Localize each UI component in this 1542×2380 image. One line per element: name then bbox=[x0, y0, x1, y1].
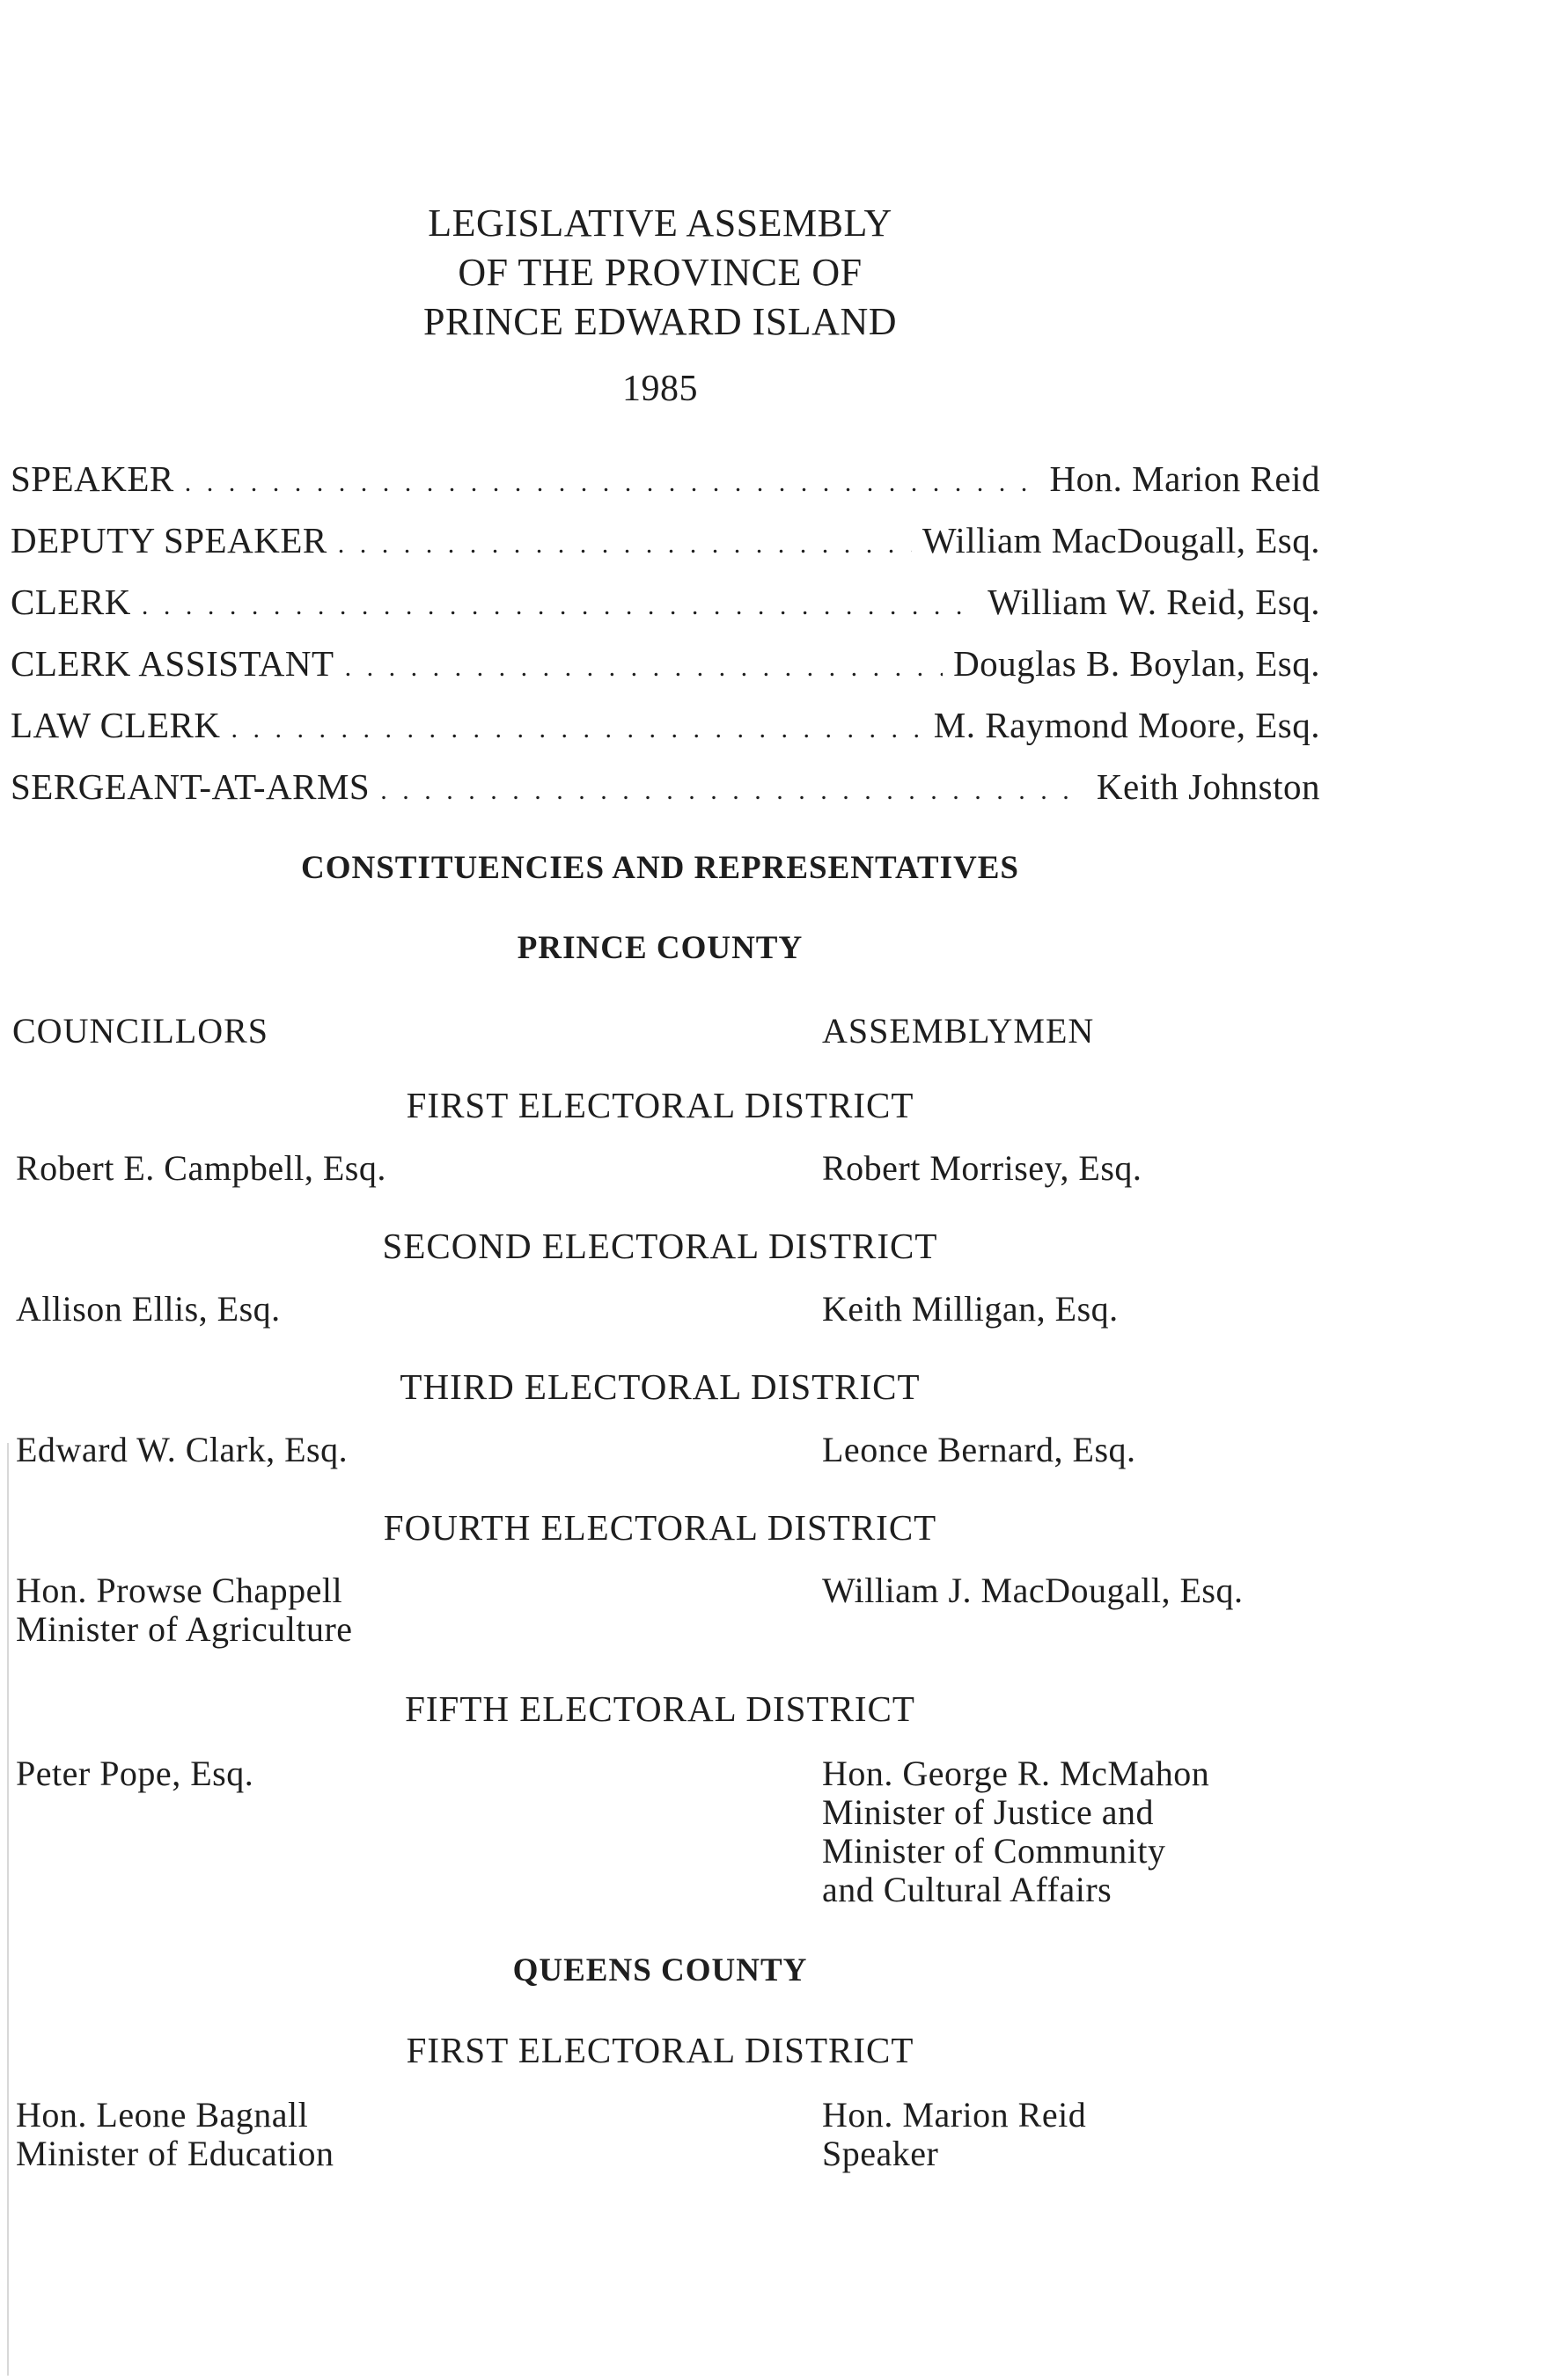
district-heading: FIFTH ELECTORAL DISTRICT bbox=[405, 1688, 915, 1729]
assemblyman-entry bbox=[822, 1149, 1142, 1188]
councillor-name: Allison Ellis, Esq. bbox=[16, 1289, 281, 1329]
assemblyman-entry bbox=[822, 1571, 1243, 1610]
county-heading-prince: PRINCE COUNTY bbox=[517, 930, 804, 966]
councillor-entry bbox=[16, 2096, 334, 2173]
councillor-name: Hon. Prowse Chappell bbox=[16, 1571, 343, 1610]
officer-holder: William MacDougall, Esq. bbox=[922, 520, 1320, 560]
officer-row bbox=[11, 458, 1320, 519]
officer-holder: Douglas B. Boylan, Esq. bbox=[953, 643, 1320, 684]
assemblyman-role: Minister of Justice and bbox=[822, 1792, 1154, 1832]
officer-title: SERGEANT-AT-ARMS bbox=[11, 766, 371, 807]
assemblyman-role: Minister of Community bbox=[822, 1831, 1166, 1871]
officer-holder: Hon. Marion Reid bbox=[1049, 458, 1320, 499]
assembly-title-line-3: PRINCE EDWARD ISLAND bbox=[423, 300, 897, 343]
councillor-entry bbox=[16, 1290, 281, 1329]
assemblyman-name: William J. MacDougall, Esq. bbox=[822, 1571, 1244, 1610]
officer-row bbox=[11, 519, 1320, 581]
officer-title: DEPUTY SPEAKER bbox=[11, 520, 327, 560]
assemblyman-entry bbox=[822, 2096, 1086, 2173]
dot-leader bbox=[380, 776, 1086, 806]
officer-row bbox=[11, 642, 1320, 704]
assemblyman-entry bbox=[822, 1431, 1136, 1469]
officer-row bbox=[11, 581, 1320, 642]
assemblyman-entry bbox=[822, 1290, 1119, 1329]
dot-leader bbox=[345, 653, 943, 683]
councillor-entry bbox=[16, 1149, 386, 1188]
dot-leader bbox=[231, 714, 922, 744]
officer-title: SPEAKER bbox=[11, 458, 174, 499]
councillor-name: Robert E. Campbell, Esq. bbox=[16, 1148, 386, 1188]
officer-row bbox=[11, 704, 1320, 765]
assemblyman-name: Keith Milligan, Esq. bbox=[822, 1289, 1119, 1329]
officers-list bbox=[11, 458, 1320, 827]
assemblyman-name: Hon. Marion Reid bbox=[822, 2095, 1087, 2135]
councillor-role: Minister of Agriculture bbox=[16, 1609, 353, 1649]
district-heading: FIRST ELECTORAL DISTRICT bbox=[406, 1085, 914, 1125]
councillor-name: Peter Pope, Esq. bbox=[16, 1754, 254, 1793]
officer-title: CLERK ASSISTANT bbox=[11, 643, 334, 684]
councillor-name: Hon. Leone Bagnall bbox=[16, 2095, 309, 2135]
assemblyman-name: Hon. George R. McMahon bbox=[822, 1754, 1210, 1793]
county-heading-queens: QUEENS COUNTY bbox=[512, 1952, 808, 1988]
officer-title: LAW CLERK bbox=[11, 705, 221, 745]
officer-holder: William W. Reid, Esq. bbox=[988, 582, 1320, 622]
councillor-name: Edward W. Clark, Esq. bbox=[16, 1430, 349, 1469]
assemblyman-role: Speaker bbox=[822, 2134, 939, 2173]
officer-title: CLERK bbox=[11, 582, 131, 622]
district-heading: FOURTH ELECTORAL DISTRICT bbox=[383, 1507, 937, 1548]
officer-row bbox=[11, 765, 1320, 827]
assemblyman-name: Leonce Bernard, Esq. bbox=[822, 1430, 1136, 1469]
dot-leader bbox=[185, 468, 1039, 498]
district-heading: SECOND ELECTORAL DISTRICT bbox=[382, 1226, 938, 1266]
assemblyman-role: and Cultural Affairs bbox=[822, 1870, 1112, 1909]
assembly-year: 1985 bbox=[622, 369, 698, 409]
district-heading: FIRST ELECTORAL DISTRICT bbox=[406, 2030, 914, 2070]
dot-leader bbox=[142, 591, 977, 621]
column-heading-councillors: COUNCILLORS bbox=[12, 1011, 269, 1051]
councillor-entry bbox=[16, 1431, 348, 1469]
section-title: CONSTITUENCIES AND REPRESENTATIVES bbox=[300, 850, 1019, 886]
assembly-title-line-2: OF THE PROVINCE OF bbox=[458, 251, 863, 294]
dot-leader bbox=[338, 530, 912, 560]
councillor-entry bbox=[16, 1571, 353, 1649]
assemblyman-entry bbox=[822, 1754, 1209, 1909]
officer-holder: Keith Johnston bbox=[1096, 766, 1320, 807]
assembly-title-line-1: LEGISLATIVE ASSEMBLY bbox=[428, 201, 892, 245]
councillor-role: Minister of Education bbox=[16, 2134, 334, 2173]
assemblyman-name: Robert Morrisey, Esq. bbox=[822, 1148, 1142, 1188]
column-heading-assemblymen: ASSEMBLYMEN bbox=[822, 1011, 1095, 1051]
scan-margin-edge bbox=[7, 1443, 9, 2376]
district-heading: THIRD ELECTORAL DISTRICT bbox=[400, 1366, 921, 1407]
councillor-entry bbox=[16, 1754, 253, 1793]
officer-holder: M. Raymond Moore, Esq. bbox=[933, 705, 1320, 745]
